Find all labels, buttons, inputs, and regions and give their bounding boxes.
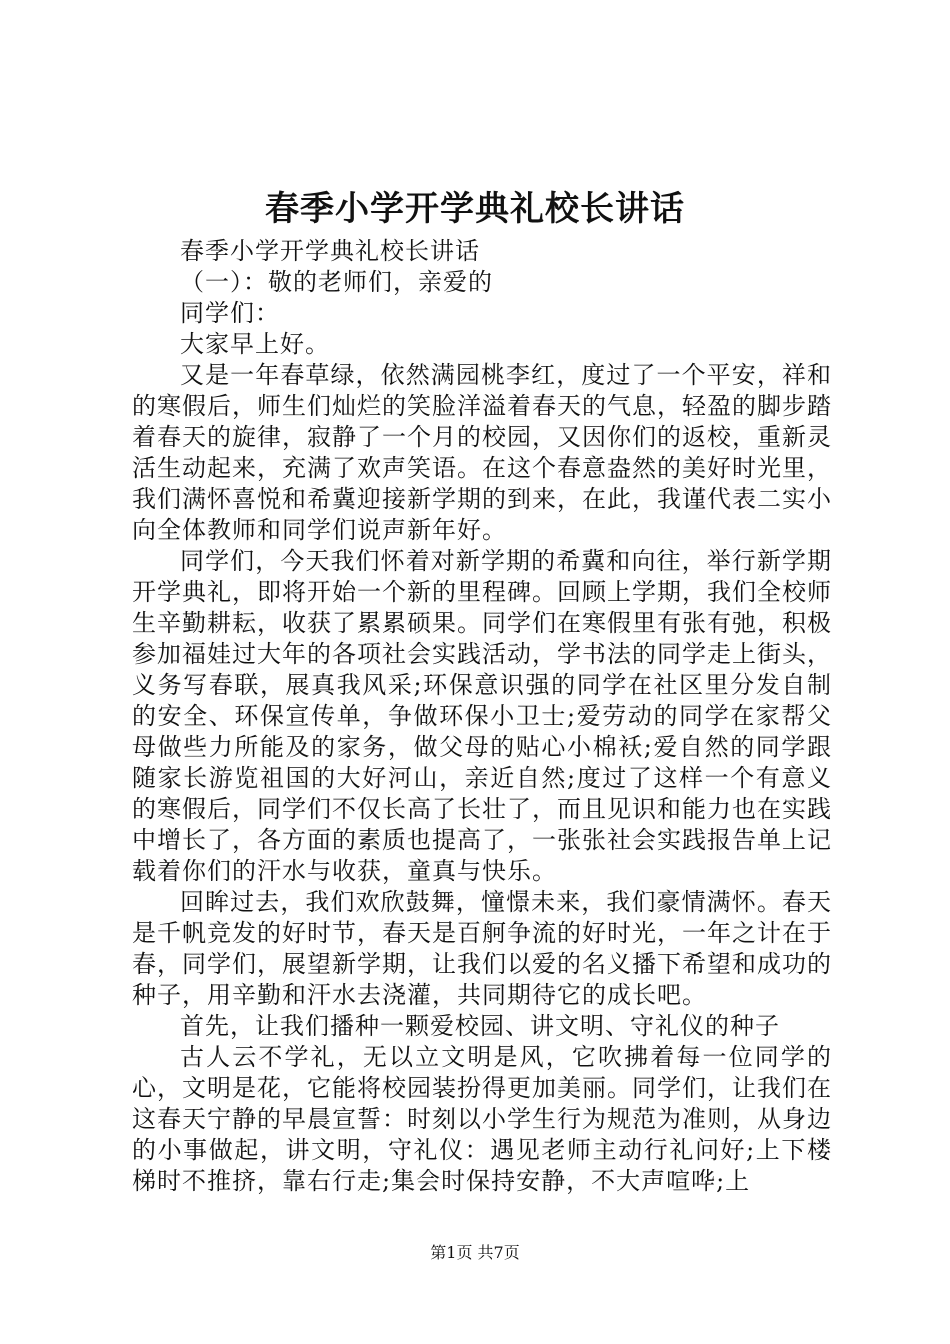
paragraph-body: 首先，让我们播种一颗爱校园、讲文明、守礼仪的种子 <box>180 1012 780 1040</box>
document-title: 春季小学开学典礼校长讲话 <box>265 189 685 229</box>
document-body <box>132 236 832 1197</box>
paragraph-greeting: 大家早上好。 <box>180 330 330 358</box>
paragraph-body: 又是一年春草绿，依然满园桃李红，度过了一个平安，祥和的寒假后，师生们灿烂的笑脸洋溢着春天的气息，轻盈的脚步踏着春天的旋律，寂静了一个月的校园，又因你们的返校，重新灵活生动起来，充满了欢声笑语。在这个春意盎然的美好时光里，我们满怀喜悦和希冀迎接新学期的到来，在此，我谨代表二实小向全体教师和同学们说声新年好。 <box>132 361 832 544</box>
paragraph-body: 同学们，今天我们怀着对新学期的希冀和向往，举行新学期开学典礼，即将开始一个新的里程碑。回顾上学期，我们全校师生辛勤耕耘，收获了累累硕果。同学们在寒假里有张有弛，积极参加福娃过大年的各项社会实践活动，学书法的同学走上街头，义务写春联，展真我风采;环保意识强的同学在社区里分发自制的安全、环保宣传单，争做环保小卫士;爱劳动的同学在家帮父母做些力所能及的家务，做父母的贴心小棉袄;爱自然的同学跟随家长游览祖国的大好河山，亲近自然;度过了这样一个有意义的寒假后，同学们不仅长高了长壮了，而且见识和能力也在实践中增长了，各方面的素质也提高了，一张张社会实践报告单上记载着你们的汗水与收获，童真与快乐。 <box>132 547 832 885</box>
page-indicator: 第1页 共7页 <box>430 1243 520 1262</box>
paragraph-subtitle: 春季小学开学典礼校长讲话 <box>180 237 480 265</box>
paragraph-salutation-cont: 同学们： <box>180 299 280 327</box>
paragraph-body: 回眸过去，我们欢欣鼓舞，憧憬未来，我们豪情满怀。春天是千帆竞发的好时节，春天是百舸争流的好时光，一年之计在于春，同学们，展望新学期，让我们以爱的名义播下希望和成功的种子，用辛勤和汗水去浇灌，共同期待它的成长吧。 <box>132 888 832 1009</box>
paragraph-body: 古人云不学礼，无以立文明是风，它吹拂着每一位同学的心，文明是花，它能将校园装扮得更加美丽。同学们，让我们在这春天宁静的早晨宣誓：时刻以小学生行为规范为准则，从身边的小事做起，讲文明，守礼仪：遇见老师主动行礼问好;上下楼梯时不推挤，靠右行走;集会时保持安静，不大声喧哗;上 <box>132 1043 832 1195</box>
paragraph-salutation: （一）：敬的老师们，亲爱的 <box>180 268 493 296</box>
